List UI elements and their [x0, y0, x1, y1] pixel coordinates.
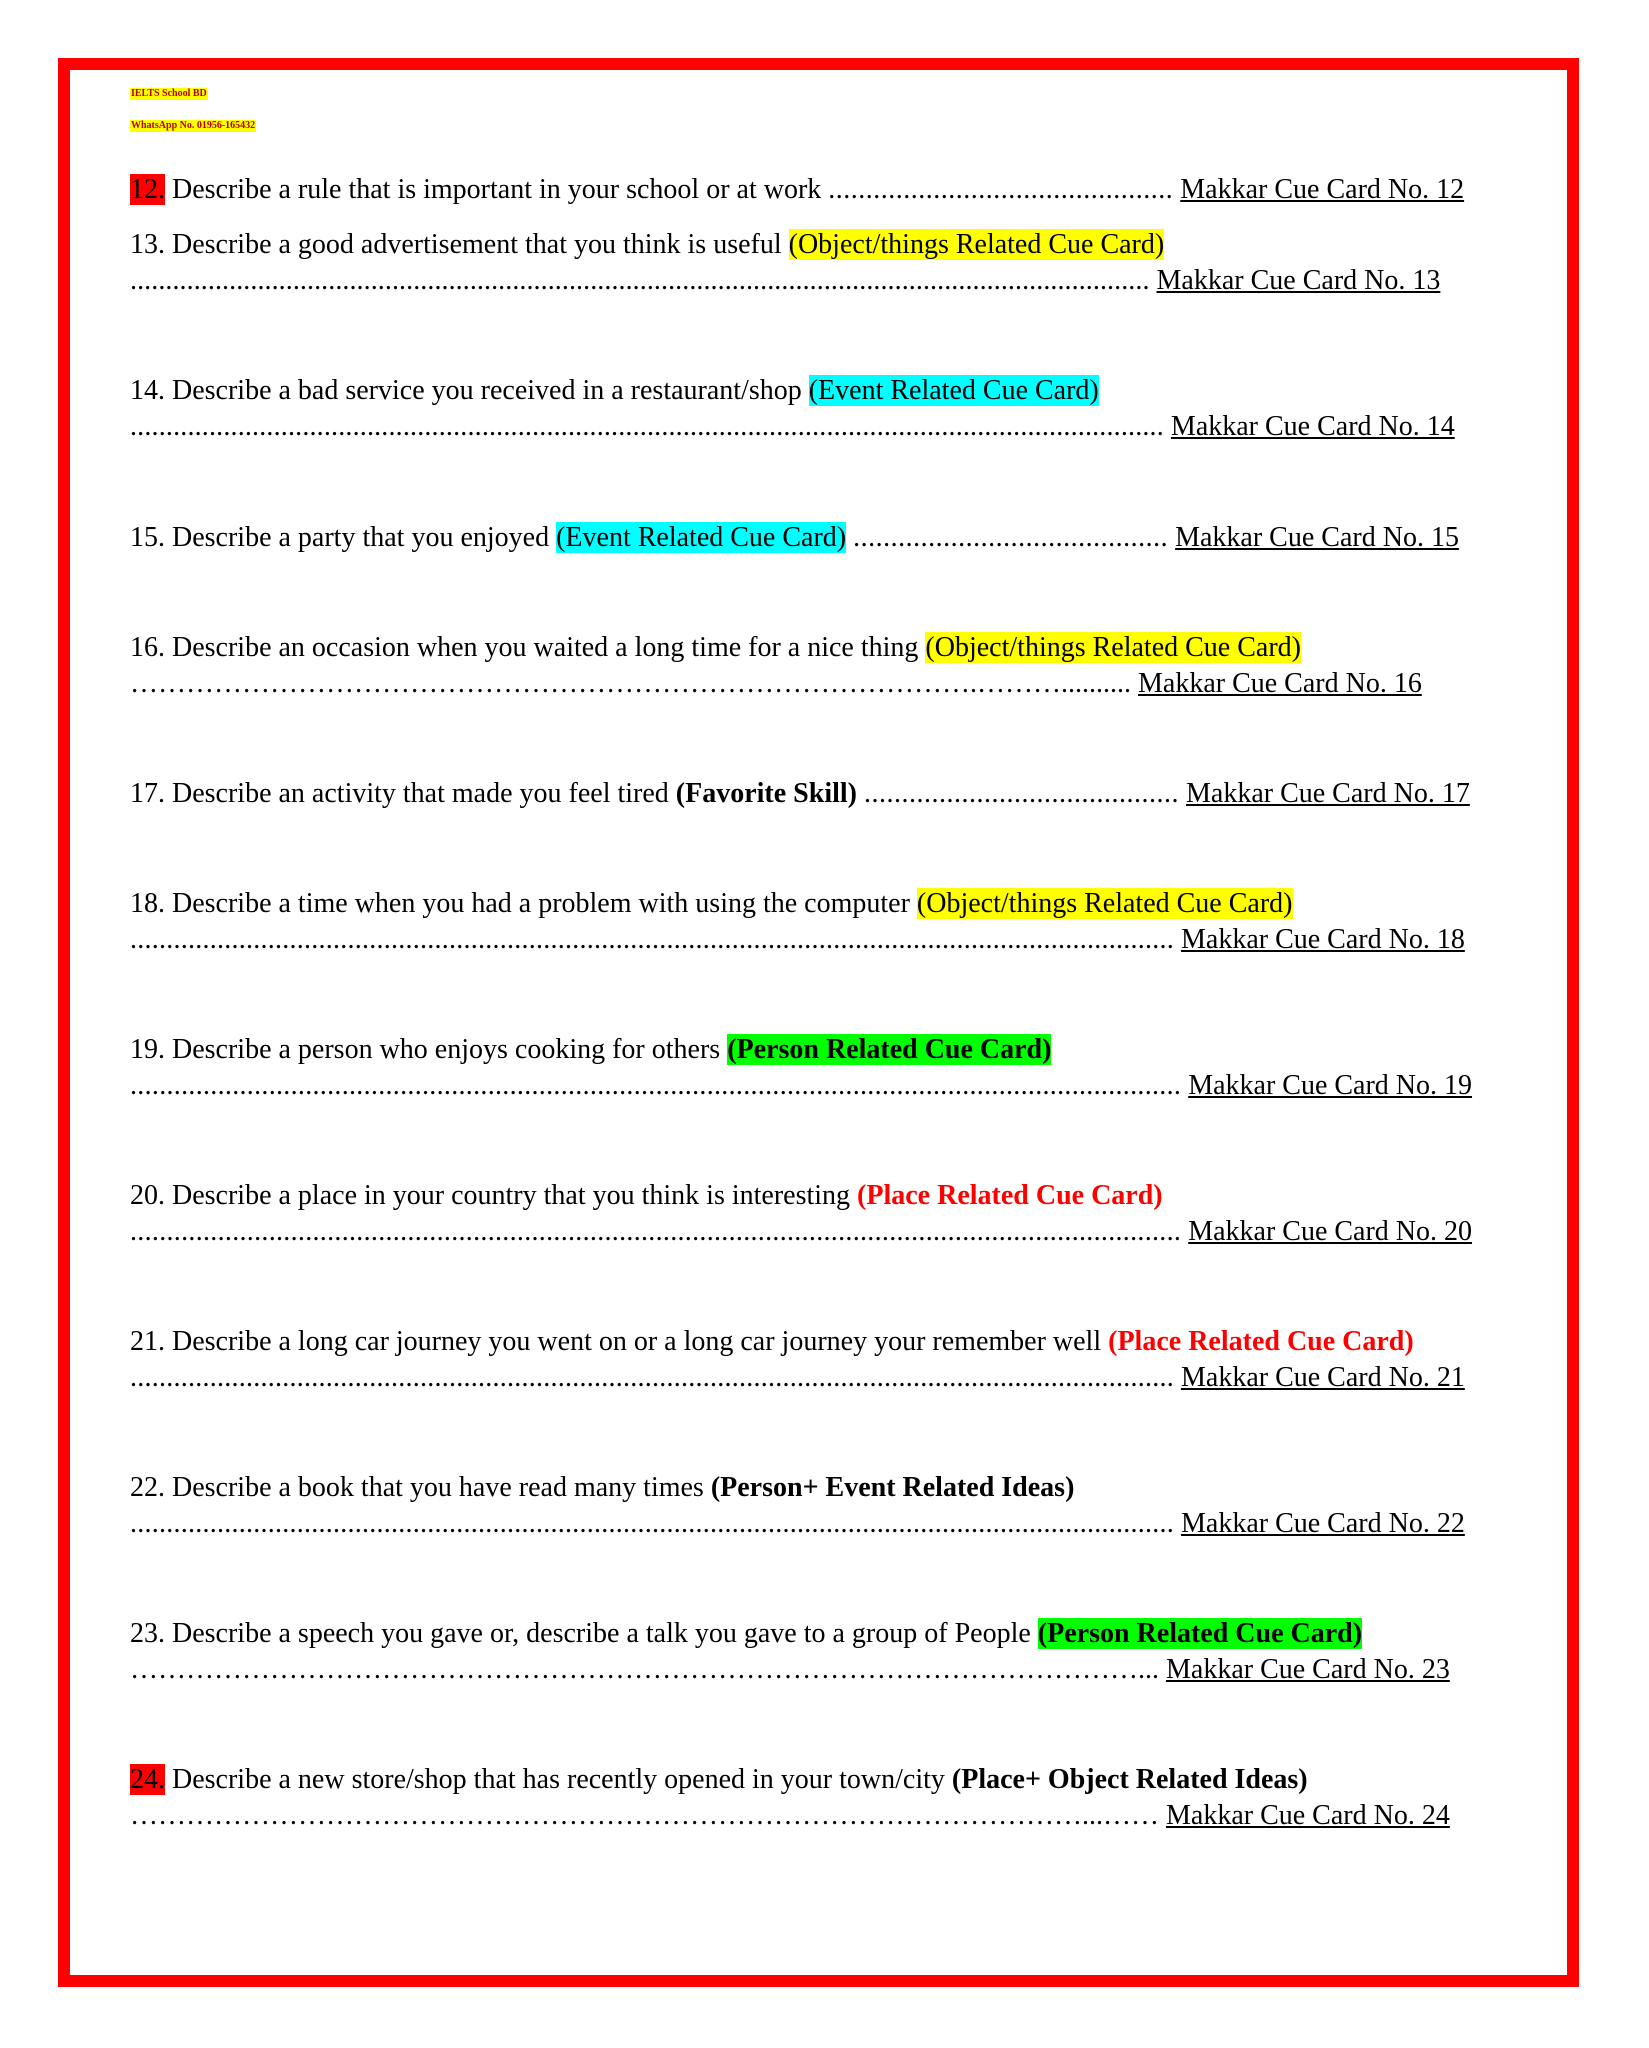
item-number: 23. — [130, 1618, 165, 1649]
item-number: 24. — [130, 1764, 165, 1795]
list-item — [130, 521, 1459, 555]
list-item-continuation — [130, 1361, 1465, 1395]
cue-card-reference[interactable]: Makkar Cue Card No. 12 — [1180, 174, 1465, 205]
category-tag: (Place Related Cue Card) — [857, 1180, 1163, 1211]
cue-card-reference[interactable]: Makkar Cue Card No. 16 — [1138, 668, 1422, 699]
item-text: Describe a party that you enjoyed — [172, 522, 550, 553]
item-number: 13. — [130, 229, 165, 260]
list-item — [130, 173, 1464, 207]
cue-card-reference[interactable]: Makkar Cue Card No. 22 — [1181, 1508, 1465, 1539]
cue-card-reference[interactable]: Makkar Cue Card No. 14 — [1170, 411, 1455, 442]
category-tag: (Person Related Cue Card) — [727, 1034, 1052, 1065]
page-border — [58, 58, 1579, 1987]
item-dots: .......................................... — [853, 522, 1169, 553]
list-item — [130, 1617, 1362, 1651]
list-item — [130, 1763, 1308, 1797]
list-item-continuation — [130, 1653, 1450, 1687]
list-item-continuation — [130, 1799, 1450, 1833]
item-text: Describe a speech you gave or, describe a talk you gave to a group of People — [172, 1618, 1031, 1649]
item-number: 14. — [130, 375, 165, 406]
item-dots: ................................................................................................................................................ — [130, 411, 1164, 442]
item-dots: ................................................................................................................................................ — [130, 924, 1174, 955]
list-item-continuation — [130, 923, 1465, 957]
category-tag: (Person Related Cue Card) — [1037, 1618, 1363, 1649]
item-dots: ................................................................................................................................................ — [130, 265, 1150, 296]
cue-card-reference[interactable]: Makkar Cue Card No. 20 — [1188, 1216, 1473, 1247]
item-text: Describe an activity that made you feel tired — [172, 778, 669, 809]
item-dots: ................................................................................................................................................ — [130, 1362, 1174, 1393]
whatsapp-number: WhatsApp No. 01956-165432 — [131, 120, 256, 131]
item-number: 16. — [130, 632, 165, 663]
category-tag: (Person+ Event Related Ideas) — [710, 1472, 1075, 1503]
list-item — [130, 887, 1293, 921]
item-number: 20. — [130, 1180, 165, 1211]
list-item — [130, 374, 1099, 408]
item-dots: .......................................... — [864, 778, 1179, 809]
list-item — [130, 631, 1301, 665]
list-item — [130, 1033, 1051, 1067]
item-number: 15. — [130, 522, 165, 553]
list-item — [130, 228, 1164, 262]
list-item-continuation — [130, 1507, 1465, 1541]
list-item-continuation — [130, 667, 1422, 701]
item-number: 18. — [130, 888, 165, 919]
item-text: Describe a time when you had a problem with using the computer — [172, 888, 910, 919]
list-item — [130, 1179, 1163, 1213]
item-text: Describe a place in your country that you think is interesting — [172, 1180, 851, 1211]
cue-card-reference[interactable]: Makkar Cue Card No. 21 — [1181, 1362, 1465, 1393]
category-tag: (Favorite Skill) — [675, 778, 857, 809]
item-dots: ................................................................................................................................................ — [130, 1070, 1182, 1101]
cue-card-reference[interactable]: Makkar Cue Card No. 19 — [1188, 1070, 1473, 1101]
list-item-continuation — [130, 1215, 1472, 1249]
list-item-continuation — [130, 264, 1440, 298]
item-dots: ………………………………………………………………………………………………... — [130, 1654, 1159, 1685]
item-dots: ……………………………………………………………………………….……….......... — [130, 668, 1131, 699]
category-tag: (Place Related Cue Card) — [1108, 1326, 1414, 1357]
item-dots: …………………………………………………………………………………………...…… — [130, 1800, 1159, 1831]
list-item-continuation — [130, 1069, 1472, 1103]
list-item — [130, 1325, 1414, 1359]
item-number: 17. — [130, 778, 165, 809]
item-text: Describe a book that you have read many times — [172, 1472, 704, 1503]
school-name: IELTS School BD — [131, 88, 207, 99]
item-number: 12. — [130, 174, 165, 205]
item-text: Describe a person who enjoys cooking for others — [172, 1034, 721, 1065]
item-text: Describe a good advertisement that you think is useful — [172, 229, 782, 260]
cue-card-reference[interactable]: Makkar Cue Card No. 15 — [1175, 522, 1459, 553]
item-number: 21. — [130, 1326, 165, 1357]
category-tag: (Event Related Cue Card) — [808, 375, 1099, 406]
item-text: Describe a long car journey you went on or a long car journey your remember well — [172, 1326, 1102, 1357]
list-item — [130, 777, 1470, 811]
item-number: 22. — [130, 1472, 165, 1503]
item-dots: .............................................. — [828, 174, 1174, 205]
item-text: Describe a bad service you received in a restaurant/shop — [172, 375, 802, 406]
item-text: Describe an occasion when you waited a long time for a nice thing — [172, 632, 919, 663]
category-tag: (Object/things Related Cue Card) — [925, 632, 1301, 663]
item-text: Describe a new store/shop that has recently opened in your town/city — [172, 1764, 945, 1795]
item-number: 19. — [130, 1034, 165, 1065]
cue-card-reference[interactable]: Makkar Cue Card No. 18 — [1181, 924, 1465, 955]
cue-card-reference[interactable]: Makkar Cue Card No. 13 — [1156, 265, 1441, 296]
cue-card-reference[interactable]: Makkar Cue Card No. 17 — [1186, 778, 1470, 809]
cue-card-reference[interactable]: Makkar Cue Card No. 23 — [1166, 1654, 1450, 1685]
category-tag: (Event Related Cue Card) — [556, 522, 847, 553]
category-tag: (Object/things Related Cue Card) — [916, 888, 1293, 919]
category-tag: (Object/things Related Cue Card) — [788, 229, 1165, 260]
list-item — [130, 1471, 1074, 1505]
item-dots: ................................................................................................................................................ — [130, 1216, 1182, 1247]
cue-card-reference[interactable]: Makkar Cue Card No. 24 — [1166, 1800, 1450, 1831]
item-text: Describe a rule that is important in your school or at work — [172, 174, 822, 205]
list-item-continuation — [130, 410, 1455, 444]
item-dots: ................................................................................................................................................ — [130, 1508, 1174, 1539]
category-tag: (Place+ Object Related Ideas) — [951, 1764, 1308, 1795]
